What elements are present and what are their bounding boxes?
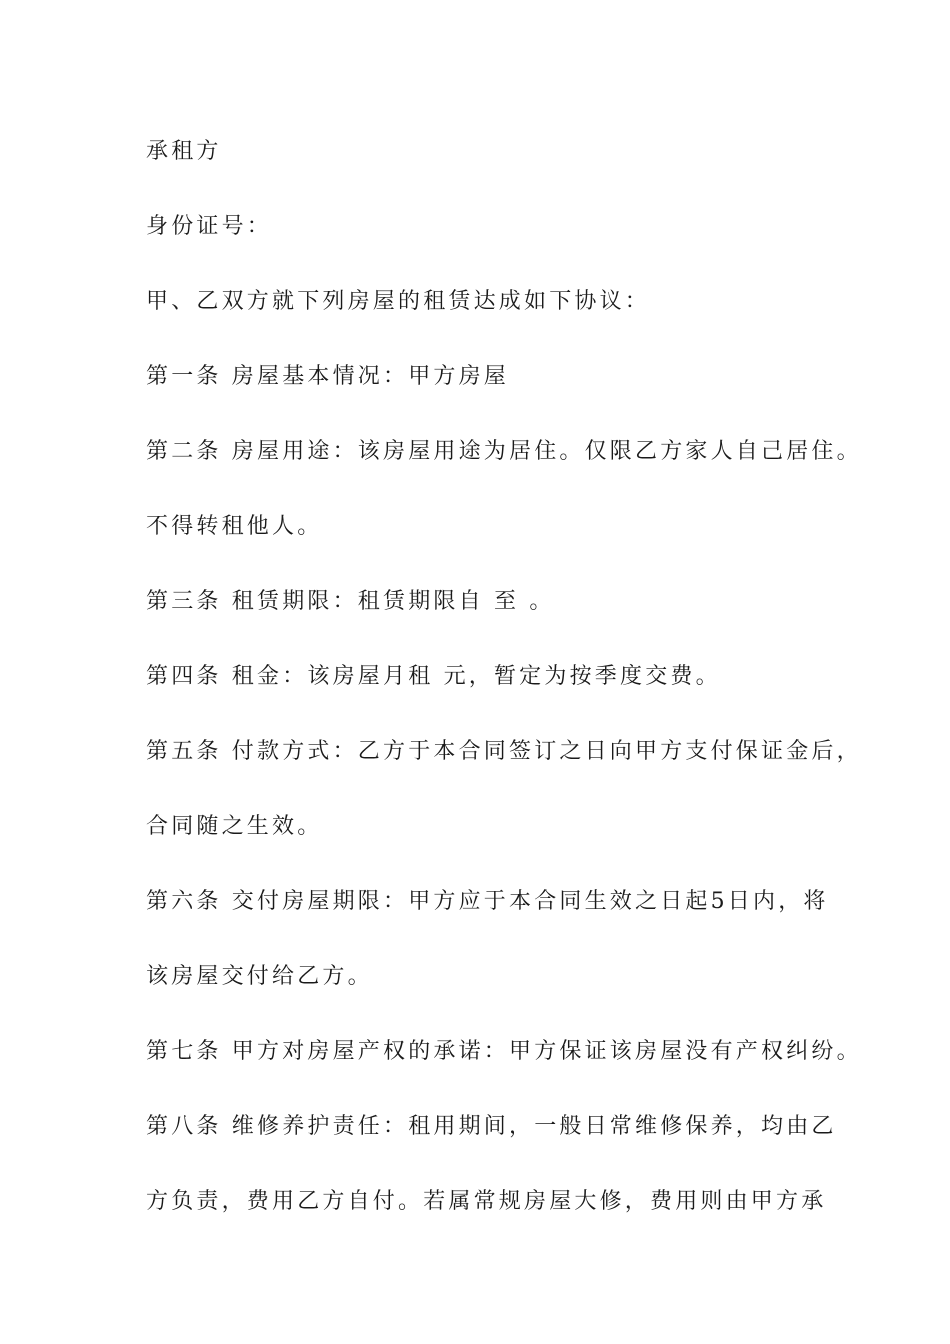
article-3: 第三条 租赁期限：租赁期限自 至 。 [146,589,555,614]
id-number-label: 身份证号： [146,214,273,239]
article-1: 第一条 房屋基本情况：甲方房屋 [146,364,509,389]
article-8: 第八条 维修养护责任：租用期间，一般日常维修保养，均由乙 [146,1114,837,1139]
lessee-label: 承租方 [146,139,222,164]
article-6: 第六条 交付房屋期限：甲方应于本合同生效之日起5日内，将 [146,889,829,914]
article-2-cont: 不得转租他人。 [146,514,323,539]
article-6-cont: 该房屋交付给乙方。 [146,964,373,989]
article-8-cont: 方负责，费用乙方自付。若属常规房屋大修，费用则由甲方承 [146,1189,827,1214]
agreement-intro: 甲、乙双方就下列房屋的租赁达成如下协议： [146,289,651,314]
article-5: 第五条 付款方式：乙方于本合同签订之日向甲方支付保证金后， [146,739,862,764]
article-7: 第七条 甲方对房屋产权的承诺：甲方保证该房屋没有产权纠纷。 [146,1039,862,1064]
article-4: 第四条 租金：该房屋月租 元，暂定为按季度交费。 [146,664,721,689]
article-5-cont: 合同随之生效。 [146,814,323,839]
article-2: 第二条 房屋用途：该房屋用途为居住。仅限乙方家人自己居住。 [146,439,862,464]
